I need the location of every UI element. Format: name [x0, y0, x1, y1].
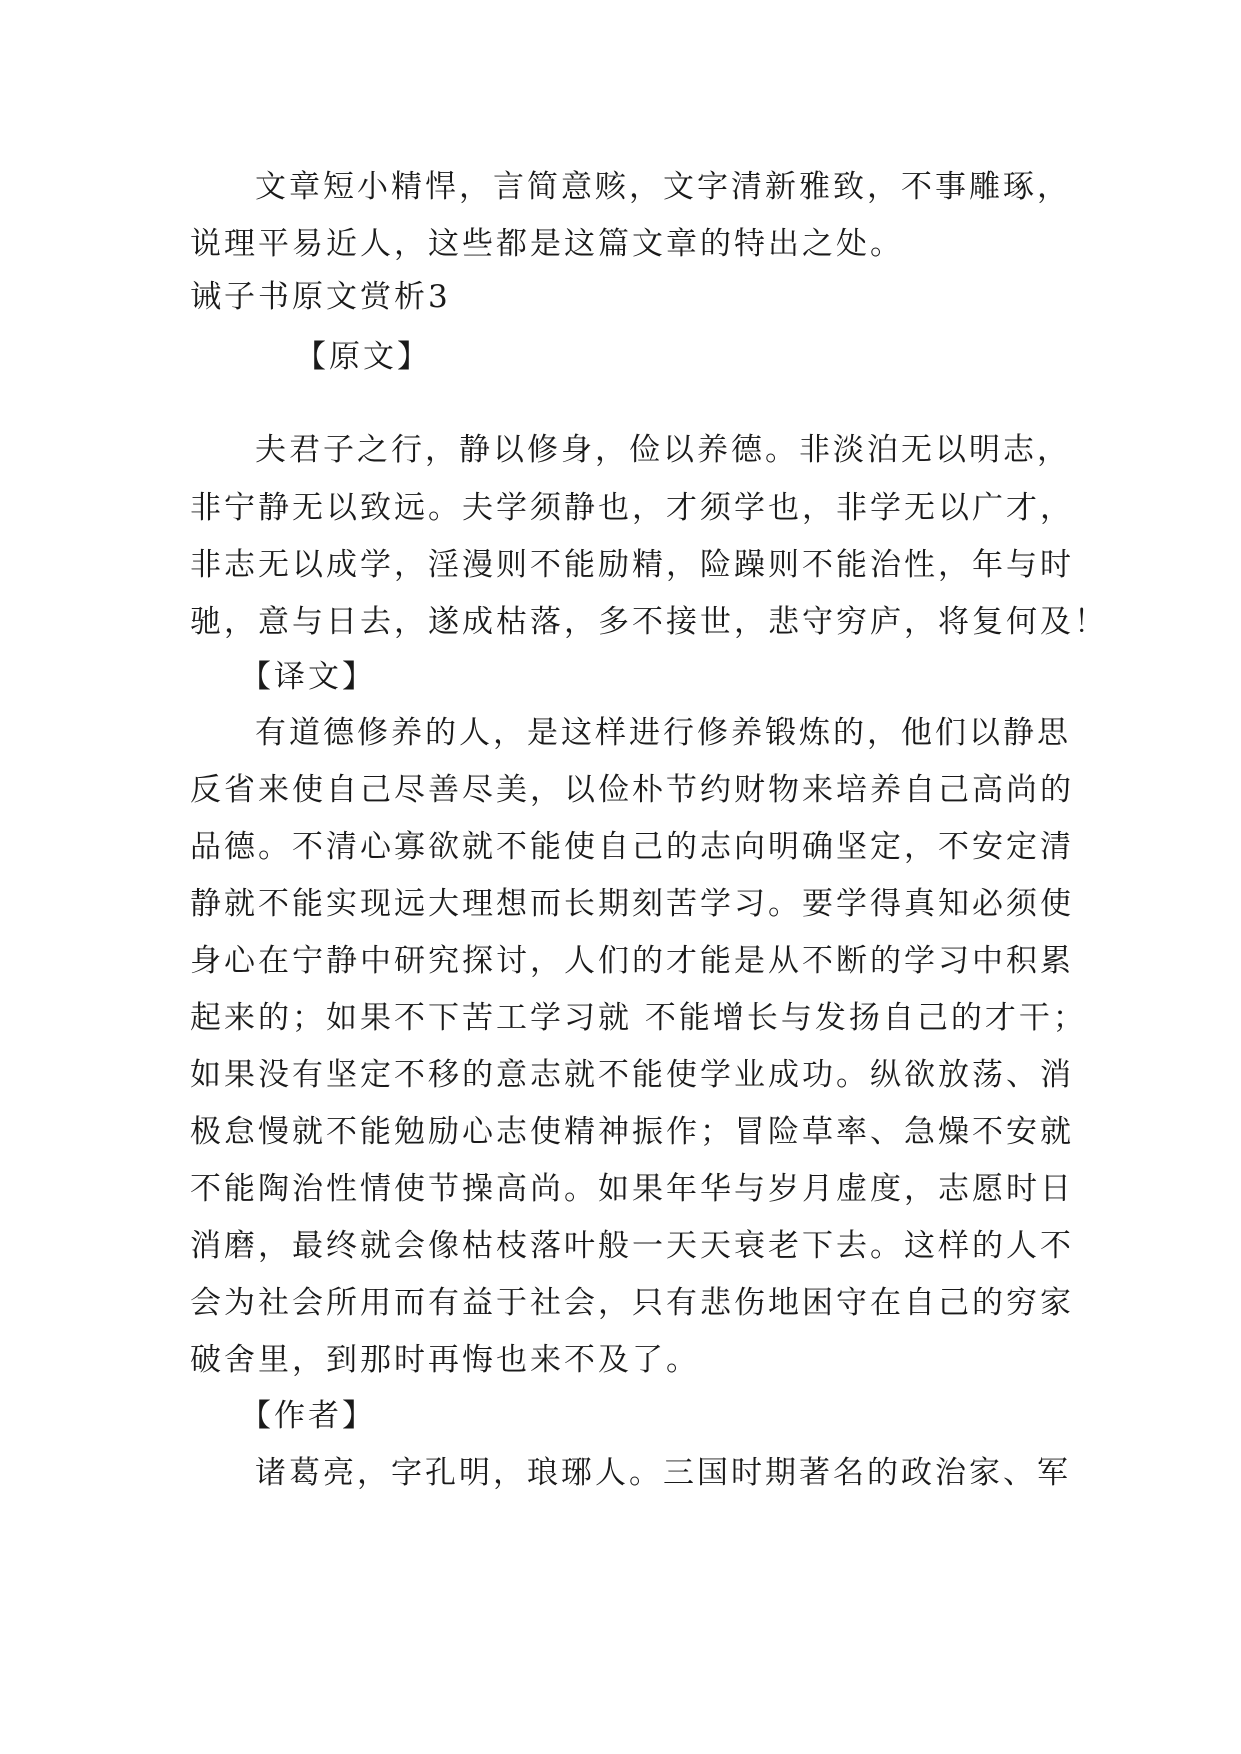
paragraph-line: 说理平易近人，这些都是这篇文章的特出之处。	[190, 226, 904, 262]
translation-line: 极怠慢就不能勉励心志使精神振作；冒险草率、急燥不安就	[190, 1114, 1074, 1150]
translation-line: 不能陶治性情使节操高尚。如果年华与岁月虚度，志愿时日	[190, 1171, 1074, 1207]
original-line: 驰，意与日去，遂成枯落，多不接世，悲守穷庐，将复何及！	[190, 604, 1108, 640]
original-line: 非宁静无以致远。夫学须静也，才须学也，非学无以广才，	[190, 490, 1074, 526]
translation-line: 会为社会所用而有益于社会，只有悲伤地困守在自己的穷家	[190, 1285, 1074, 1321]
translation-line: 消磨，最终就会像枯枝落叶般一天天衰老下去。这样的人不	[190, 1228, 1074, 1264]
author-line: 诸葛亮，字孔明，琅琊人。三国时期著名的政治家、军	[255, 1455, 1071, 1491]
heading-translation: 【译文】	[240, 659, 376, 695]
heading-original: 【原文】	[295, 339, 431, 375]
translation-line: 起来的；如果不下苦工学习就 不能增长与发扬自己的才干；	[190, 1000, 1087, 1036]
section-title: 诫子书原文赏析3	[190, 279, 451, 315]
translation-line: 身心在宁静中研究探讨，人们的才能是从不断的学习中积累	[190, 943, 1074, 979]
translation-line: 破舍里，到那时再悔也来不及了。	[190, 1342, 700, 1378]
heading-author: 【作者】	[240, 1398, 376, 1434]
translation-line: 如果没有坚定不移的意志就不能使学业成功。纵欲放荡、消	[190, 1057, 1074, 1093]
paragraph-line: 文章短小精悍，言简意赅，文字清新雅致，不事雕琢，	[255, 169, 1071, 205]
translation-line: 反省来使自己尽善尽美，以俭朴节约财物来培养自己高尚的	[190, 772, 1074, 808]
original-line: 夫君子之行，静以修身，俭以养德。非淡泊无以明志，	[255, 432, 1071, 468]
translation-line: 品德。不清心寡欲就不能使自己的志向明确坚定，不安定清	[190, 829, 1074, 865]
translation-line: 静就不能实现远大理想而长期刻苦学习。要学得真知必须使	[190, 886, 1074, 922]
original-line: 非志无以成学，淫漫则不能励精，险躁则不能治性，年与时	[190, 547, 1074, 583]
translation-line: 有道德修养的人，是这样进行修养锻炼的，他们以静思	[255, 715, 1071, 751]
